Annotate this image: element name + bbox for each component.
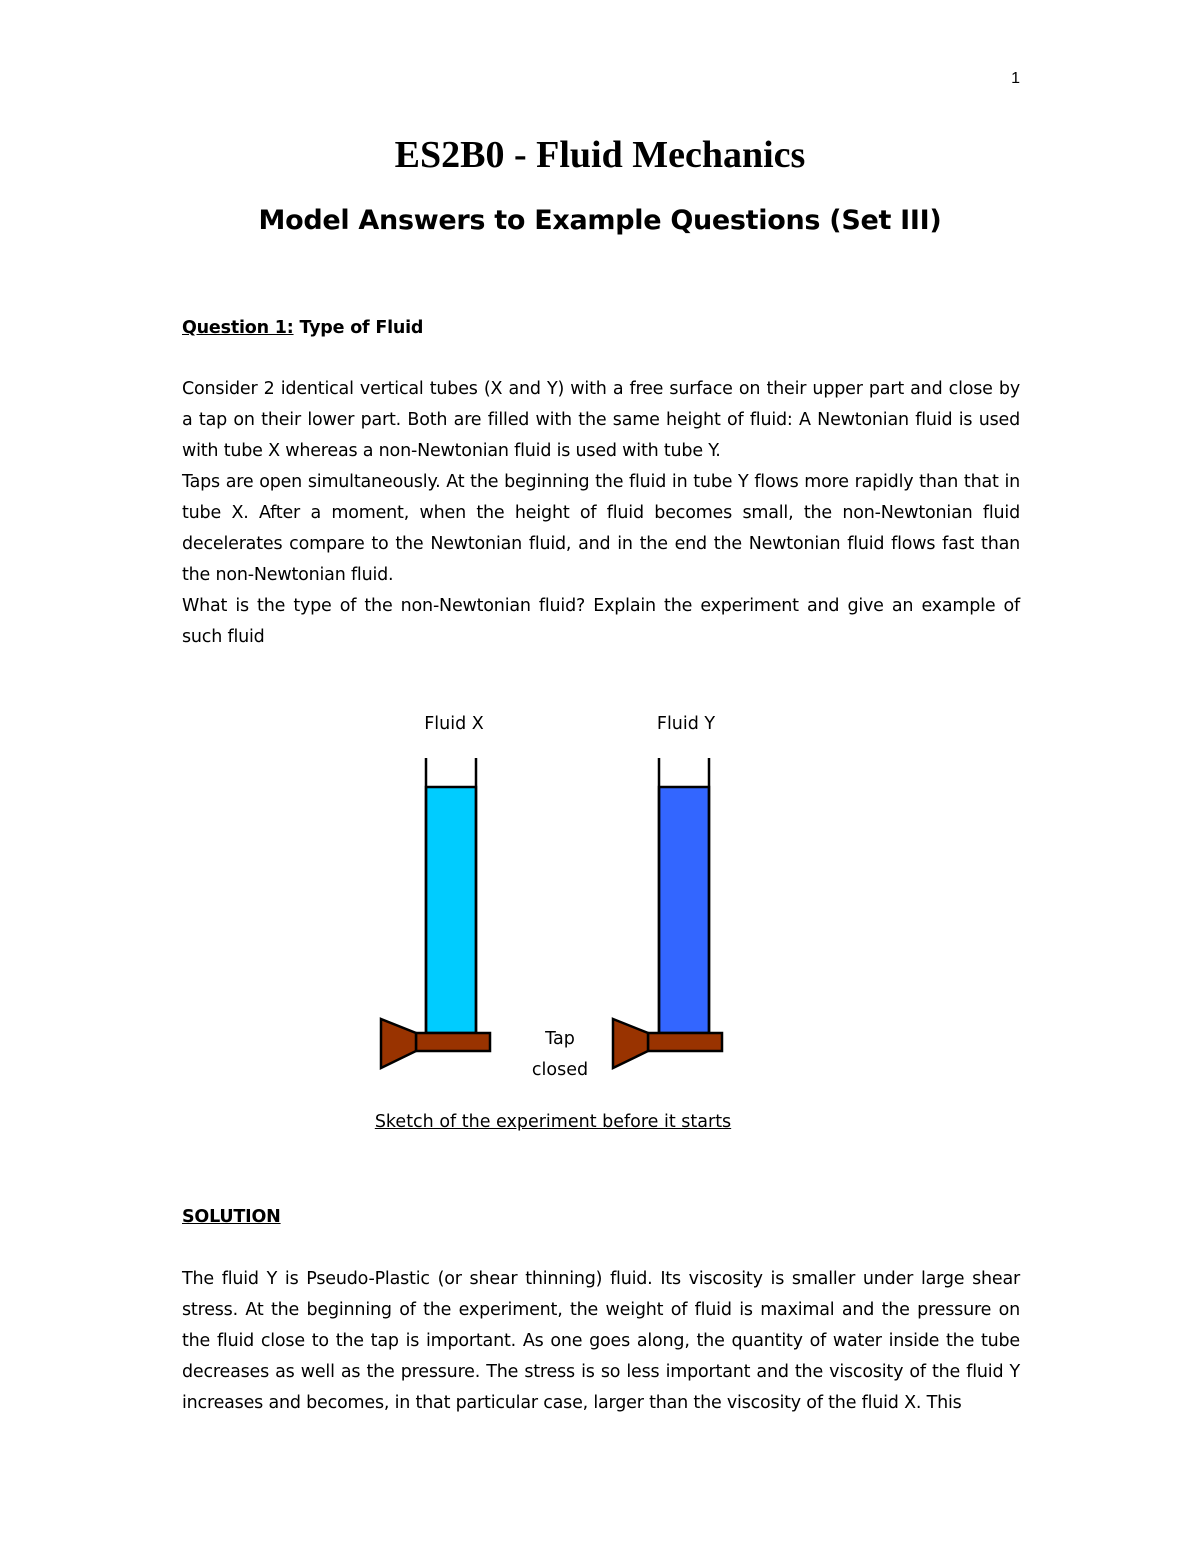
question-topic: Type of Fluid: [293, 318, 424, 338]
question-paragraph: Taps are open simultaneously. At the beginning the fluid in tube Y flows more rapidly than that in tube X. After a moment, when the height of fluid becomes small, the non-Newtonian fluid decelerates compare to the Newtonian fluid, and in the end the Newtonian fluid flows fast than the non-Newtonian fluid.: [182, 472, 1020, 585]
question-body: [182, 374, 1020, 653]
solution-body: [182, 1264, 1020, 1419]
tap-x-pipe: [416, 1033, 490, 1051]
question-paragraph: Consider 2 identical vertical tubes (X and Y) with a free surface on their upper part and close by a tap on their lower part. Both are filled with the same height of fluid: A Newtonian fluid is used with tube X whereas a non-Newtonian fluid is used with tube Y.: [182, 379, 1020, 461]
fluid-x-label: Fluid X: [424, 714, 484, 734]
solution-paragraph: The fluid Y is Pseudo-Plastic (or shear thinning) fluid. Its viscosity is smaller under large shear stress. At the beginning of the experiment, the weight of fluid is maximal and the pressure on the fluid close to the tap is important. As one goes along, the quantity of water inside the tube decreases as well as the pressure. The stress is so less important and the viscosity of the fluid Y increases and becomes, in that particular case, larger than the viscosity of the fluid X. This: [182, 1269, 1020, 1413]
question-paragraph: What is the type of the non-Newtonian fluid? Explain the experiment and give an example of such fluid: [182, 596, 1020, 647]
tap-y-valve: [613, 1019, 648, 1068]
question-label: Question 1:: [182, 318, 294, 338]
tap-y-pipe: [648, 1033, 722, 1051]
solution-heading: SOLUTION: [182, 1207, 281, 1227]
page-number: 1: [1011, 70, 1020, 87]
fluid-x-column: [426, 787, 476, 1033]
question-heading: [182, 313, 1020, 344]
fluid-y-label: Fluid Y: [656, 714, 716, 734]
tap-label-line2: closed: [531, 1060, 589, 1080]
document-title: ES2B0 - Fluid Mechanics: [394, 134, 806, 176]
tap-x-valve: [381, 1019, 416, 1068]
fluid-y-column: [659, 787, 709, 1033]
tap-label-line1: Tap: [545, 1029, 575, 1049]
document-subtitle: Model Answers to Example Questions (Set III): [258, 205, 942, 236]
figure-caption: Sketch of the experiment before it starts: [374, 1112, 732, 1132]
